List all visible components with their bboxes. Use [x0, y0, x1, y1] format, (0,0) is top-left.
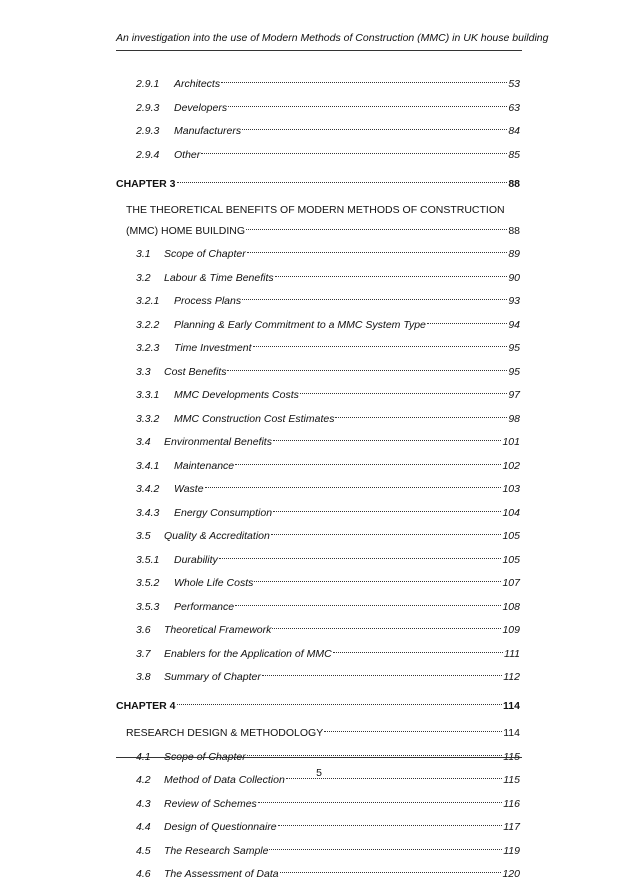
- toc-entry-page: 89: [508, 248, 520, 260]
- toc-entry-number: 3.5.2: [136, 577, 160, 589]
- table-of-contents: [116, 74, 520, 888]
- toc-chapter-3[interactable]: [116, 174, 520, 194]
- toc-entry-page: 107: [502, 577, 520, 589]
- toc-entry-page: 109: [502, 624, 520, 636]
- toc-entry-title: Scope of Chapter: [164, 750, 246, 763]
- leader-dots: [201, 152, 507, 154]
- header-rule: [116, 50, 522, 51]
- toc-entry-title: Summary of Chapter: [164, 671, 261, 683]
- toc-entry-number: 3.5.1: [136, 553, 160, 566]
- toc-chapter-3-title-line1[interactable]: [116, 201, 520, 219]
- toc-entry-title: The Assessment of Data: [164, 868, 279, 880]
- toc-entry[interactable]: [116, 526, 520, 546]
- toc-entry-title: Energy Consumption: [174, 506, 273, 519]
- toc-entry-title: Scope of Chapter: [164, 248, 246, 260]
- leader-dots: [177, 181, 508, 183]
- toc-entry-title: Design of Questionnaire: [164, 821, 277, 833]
- toc-entry-title: MMC Developments Costs: [174, 389, 299, 401]
- running-header: An investigation into the use of Modern Methods of Construction (MMC) in UK house building: [116, 32, 549, 44]
- toc-entry-page: 63: [508, 101, 520, 114]
- toc-entry[interactable]: [116, 98, 520, 118]
- leader-dots: [273, 510, 501, 512]
- page-number: 5: [316, 767, 322, 779]
- chapter-3-title-page: 88: [508, 224, 520, 237]
- toc-entry-page: 84: [508, 125, 520, 137]
- leader-dots: [335, 416, 507, 418]
- toc-chapter-4-title[interactable]: [116, 723, 520, 743]
- leader-dots: [247, 251, 508, 253]
- leader-dots: [280, 871, 502, 873]
- toc-entry-number: 3.4.2: [136, 483, 160, 495]
- toc-entry[interactable]: [116, 338, 520, 358]
- footer-rule: [116, 757, 522, 758]
- chapter-3-title-line2: (MMC) HOME BUILDING: [126, 224, 245, 237]
- toc-entry-title: Process Plans: [174, 295, 242, 307]
- toc-entry-number: 4.1: [136, 750, 151, 763]
- toc-entry-page: 104: [502, 506, 520, 519]
- toc-entry[interactable]: [116, 644, 520, 664]
- toc-entry-title: Developers: [174, 101, 228, 114]
- toc-entry[interactable]: [116, 456, 520, 476]
- chapter-4-title-page: 114: [503, 727, 520, 739]
- toc-entry-page: 97: [508, 389, 520, 401]
- leader-dots: [221, 81, 507, 83]
- toc-entry-title: Planning & Early Commitment to a MMC System Type: [174, 318, 426, 331]
- leader-dots: [333, 651, 503, 653]
- leader-dots: [228, 105, 507, 107]
- toc-entry-page: 101: [502, 436, 520, 448]
- toc-entry-title: Enablers for the Application of MMC: [164, 647, 332, 660]
- toc-entry-page: 98: [508, 412, 520, 425]
- leader-dots: [273, 439, 501, 441]
- toc-entry-title: Environmental Benefits: [164, 436, 272, 448]
- chapter-3-page: 88: [508, 177, 520, 190]
- toc-entry-page: 95: [508, 365, 520, 378]
- toc-entry-page: 105: [502, 553, 520, 566]
- toc-entry-title: Quality & Accreditation: [164, 530, 270, 542]
- toc-entry[interactable]: [116, 794, 520, 814]
- toc-entry-page: 94: [508, 318, 520, 331]
- toc-entry[interactable]: [116, 667, 520, 687]
- leader-dots: [205, 486, 502, 488]
- toc-entry-page: 112: [503, 671, 520, 683]
- toc-entry-page: 120: [502, 868, 520, 880]
- toc-chapter-4[interactable]: [116, 696, 520, 716]
- toc-entry-page: 53: [508, 78, 520, 90]
- toc-entry-page: 119: [503, 844, 520, 857]
- toc-entry-page: 105: [502, 530, 520, 542]
- toc-entry-number: 3.6: [136, 624, 151, 636]
- toc-entry-title: Other: [174, 148, 201, 161]
- leader-dots: [275, 275, 508, 277]
- toc-entry-title: Theoretical Framework: [164, 624, 272, 636]
- toc-entry-page: 90: [508, 271, 520, 284]
- toc-entry-title: Waste: [174, 483, 204, 495]
- toc-entry-page: 93: [508, 295, 520, 307]
- toc-entry[interactable]: [116, 291, 520, 311]
- toc-entry-page: 108: [502, 600, 520, 613]
- toc-entry[interactable]: [116, 573, 520, 593]
- toc-chapter-3-entries: [116, 244, 520, 687]
- leader-dots: [246, 228, 507, 230]
- toc-entry[interactable]: [116, 121, 520, 141]
- toc-entry-number: 3.8: [136, 671, 151, 683]
- leader-dots: [242, 298, 507, 300]
- toc-entry-number: 2.9.4: [136, 148, 160, 161]
- toc-pre-entries: [116, 74, 520, 165]
- toc-entry-page: 103: [502, 483, 520, 495]
- toc-entry-number: 3.1: [136, 248, 151, 260]
- toc-entry-number: 2.9.1: [136, 78, 160, 90]
- leader-dots: [324, 730, 502, 732]
- toc-entry-number: 3.3: [136, 365, 151, 378]
- leader-dots: [272, 627, 501, 629]
- leader-dots: [262, 674, 502, 676]
- toc-entry-title: Whole Life Costs: [174, 577, 254, 589]
- toc-chapter-3-title-line2[interactable]: [116, 221, 520, 241]
- toc-entry-number: 3.2: [136, 271, 151, 284]
- leader-dots: [247, 754, 503, 756]
- toc-entry[interactable]: [116, 597, 520, 617]
- toc-entry-number: 3.2.1: [136, 295, 160, 307]
- leader-dots: [427, 322, 507, 324]
- toc-entry[interactable]: [116, 385, 520, 405]
- toc-entry-title: Cost Benefits: [164, 365, 227, 378]
- toc-entry[interactable]: [116, 409, 520, 429]
- toc-entry-number: 4.2: [136, 774, 151, 786]
- toc-entry-number: 3.4.1: [136, 459, 160, 472]
- toc-entry-number: 3.2.3: [136, 342, 160, 354]
- toc-entry[interactable]: [116, 864, 520, 884]
- toc-entry-number: 3.7: [136, 647, 151, 660]
- toc-entry-page: 115: [503, 774, 520, 786]
- leader-dots: [300, 392, 507, 394]
- toc-entry[interactable]: [116, 432, 520, 452]
- leader-dots: [254, 580, 501, 582]
- toc-entry-page: 102: [502, 459, 520, 472]
- toc-entry[interactable]: [116, 315, 520, 335]
- toc-entry-number: 3.4: [136, 436, 151, 448]
- chapter-4-page: 114: [503, 700, 520, 712]
- leader-dots: [271, 533, 502, 535]
- toc-entry[interactable]: [116, 74, 520, 94]
- toc-entry-number: 3.5: [136, 530, 151, 542]
- toc-entry[interactable]: [116, 362, 520, 382]
- toc-entry[interactable]: [116, 145, 520, 165]
- toc-entry-number: 3.3.1: [136, 389, 160, 401]
- toc-entry[interactable]: [116, 268, 520, 288]
- toc-entry-number: 3.2.2: [136, 318, 160, 331]
- toc-entry-page: 116: [503, 797, 520, 810]
- toc-entry-page: 111: [504, 647, 520, 660]
- toc-entry-number: 4.6: [136, 868, 151, 880]
- toc-entry-number: 3.5.3: [136, 600, 160, 613]
- toc-entry[interactable]: [116, 550, 520, 570]
- leader-dots: [219, 557, 502, 559]
- toc-entry-page: 117: [503, 821, 520, 833]
- leader-dots: [227, 369, 507, 371]
- toc-entry-number: 3.3.2: [136, 412, 160, 425]
- toc-entry-title: Review of Schemes: [164, 797, 257, 810]
- toc-entry-number: 2.9.3: [136, 101, 160, 114]
- chapter-4-title: RESEARCH DESIGN & METHODOLOGY: [126, 727, 324, 739]
- toc-entry-number: 2.9.3: [136, 125, 160, 137]
- toc-entry-page: 115: [503, 750, 520, 763]
- chapter-3-title-line1: THE THEORETICAL BENEFITS OF MODERN METHODS OF CONSTRUCTION: [126, 203, 505, 216]
- toc-entry[interactable]: [116, 620, 520, 640]
- toc-entry-title: Performance: [174, 600, 235, 613]
- toc-entry-number: 3.4.3: [136, 506, 160, 519]
- toc-entry-title: Labour & Time Benefits: [164, 271, 274, 284]
- toc-entry[interactable]: [116, 817, 520, 837]
- toc-entry-page: 85: [508, 148, 520, 161]
- toc-entry[interactable]: [116, 244, 520, 264]
- toc-entry-title: MMC Construction Cost Estimates: [174, 412, 335, 425]
- toc-entry-number: 4.4: [136, 821, 151, 833]
- toc-entry[interactable]: [116, 479, 520, 499]
- toc-entry[interactable]: [116, 841, 520, 861]
- leader-dots: [177, 703, 503, 705]
- toc-entry-title: Maintenance: [174, 459, 235, 472]
- leader-dots: [242, 128, 507, 130]
- leader-dots: [258, 801, 502, 803]
- leader-dots: [269, 848, 502, 850]
- toc-entry-title: Architects: [174, 78, 221, 90]
- toc-entry-number: 4.5: [136, 844, 151, 857]
- toc-entry-title: Method of Data Collection: [164, 774, 285, 786]
- toc-entry-number: 4.3: [136, 797, 151, 810]
- toc-entry-title: The Research Sample: [164, 844, 269, 857]
- toc-entry-page: 95: [508, 342, 520, 354]
- toc-entry-title: Durability: [174, 553, 218, 566]
- leader-dots: [235, 604, 501, 606]
- toc-entry[interactable]: [116, 503, 520, 523]
- chapter-4-label: CHAPTER 4: [116, 700, 176, 712]
- toc-entry-title: Manufacturers: [174, 125, 242, 137]
- leader-dots: [235, 463, 501, 465]
- leader-dots: [253, 345, 508, 347]
- chapter-3-label: CHAPTER 3: [116, 177, 176, 190]
- toc-entry-title: Time Investment: [174, 342, 252, 354]
